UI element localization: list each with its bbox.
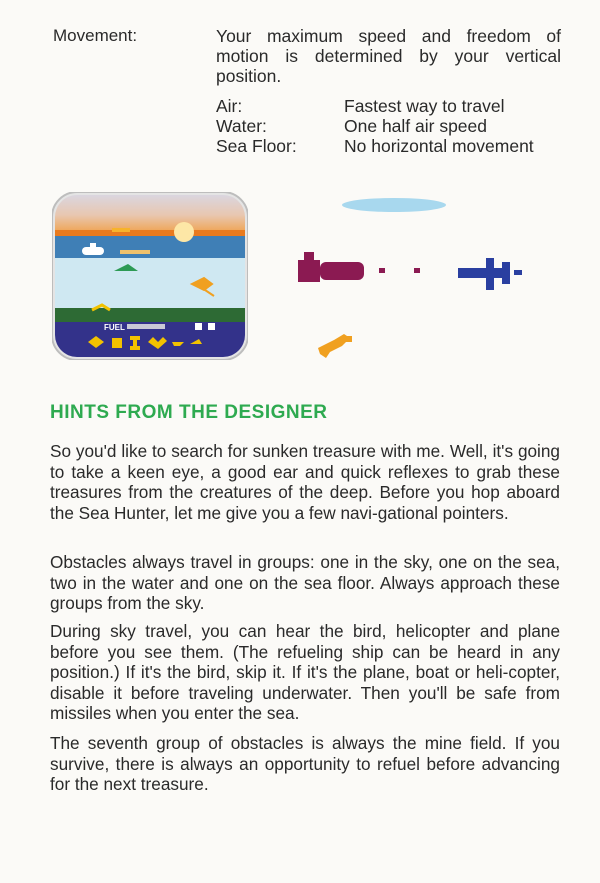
mode-name: Air: (216, 96, 243, 116)
submarine-icon (298, 252, 364, 282)
enemy-sprites-illustration (290, 190, 540, 370)
boat-icon (120, 250, 150, 254)
plane-icon (458, 258, 522, 290)
mode-name: Sea Floor: (216, 136, 297, 156)
mode-row-sea-floor (216, 136, 534, 156)
bird-icon (318, 334, 352, 358)
sun-icon (174, 222, 194, 242)
hint-paragraph: Obstacles always travel in groups: one in the sky, one on the sea, two in the water and one on the sea floor. Always approach these groups from the sky. (50, 552, 560, 613)
hint-paragraph: The seventh group of obstacles is always the mine field. If you survive, there is always an opportunity to refuel before advancing for the next treasure. (50, 733, 560, 794)
hints-heading: HINTS FROM THE DESIGNER (50, 402, 328, 423)
missile-icon (414, 268, 420, 273)
life-indicator (208, 323, 215, 330)
mode-row-water (216, 116, 534, 136)
life-indicator (195, 323, 202, 330)
hint-paragraph: During sky travel, you can hear the bird, helicopter and plane before you see them. (The refueling ship can be heard in any position.) If it's the bird, skip it. If it's the plane, boat or heli-copter, disable it before traveling underwater. Then you'll be safe from missiles when you enter the sea. (50, 621, 560, 723)
fuel-gauge (127, 324, 165, 329)
game-screen-illustration (52, 192, 248, 360)
plane-icon (112, 228, 130, 232)
movement-description: Your maximum speed and freedom of motion is determined by your vertical position. (216, 26, 561, 86)
mode-row-air (216, 96, 534, 116)
movement-label: Movement: (53, 26, 138, 45)
fuel-label: FUEL (104, 323, 125, 332)
mode-name: Water: (216, 116, 267, 136)
mode-description: Fastest way to travel (344, 96, 505, 116)
travel-modes-list (216, 96, 534, 156)
mode-description: No horizontal movement (344, 136, 534, 156)
cloud-icon (342, 198, 446, 212)
mode-description: One half air speed (344, 116, 488, 136)
hint-paragraph: So you'd like to search for sunken treasure with me. Well, it's going to take a keen eye, a good ear and quick reflexes to grab these treasures from the creatures of the deep. Before you hop aboard the Sea Hunter, let me give you a few navi-gational pointers. (50, 441, 560, 523)
missile-icon (379, 268, 385, 273)
